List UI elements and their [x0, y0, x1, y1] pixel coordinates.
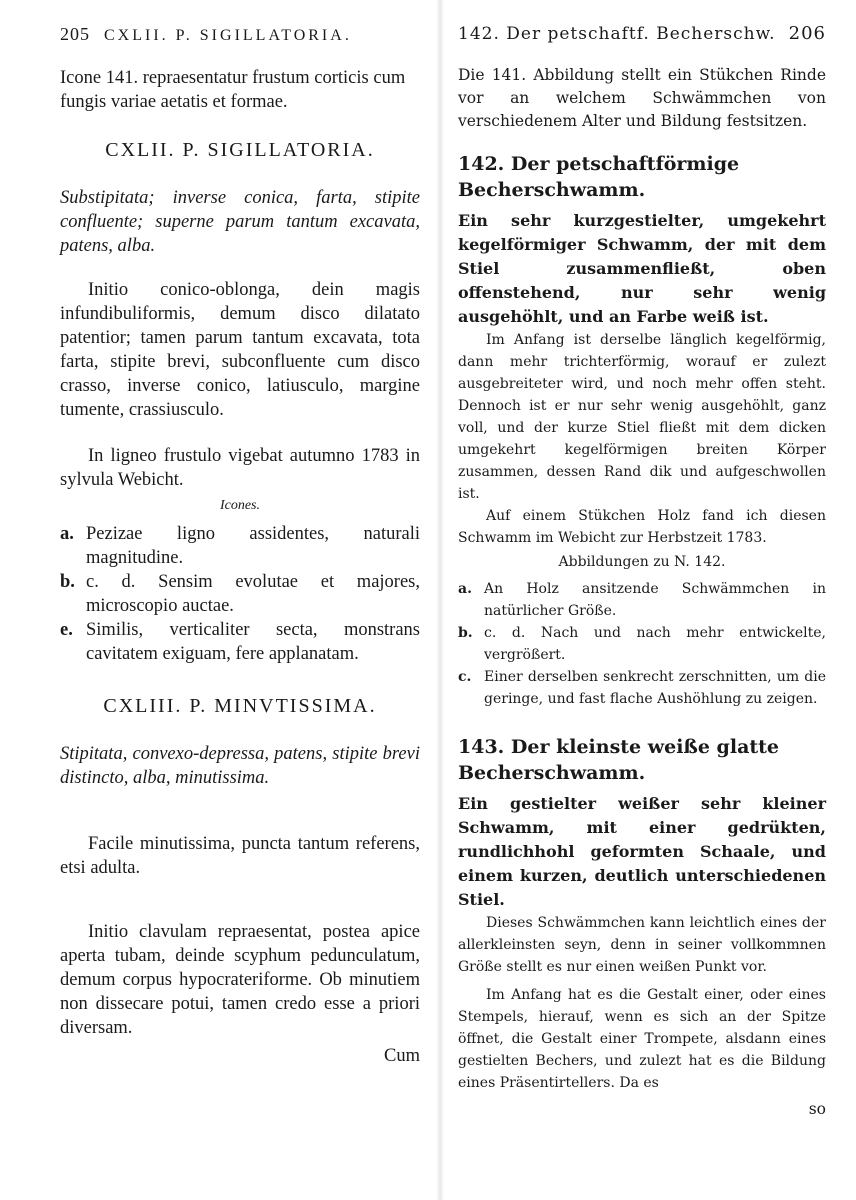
right-intro: Die 141. Abbildung stellt ein Stükchen Rinde vor an welchem Schwämmchen von verschiedenem Alter und Bildung festsitzen.: [458, 66, 826, 130]
right-section-142-icones-list: [458, 578, 826, 710]
right-page-number: 206: [788, 23, 826, 44]
left-running-title: CXLII. P. SIGILLATORIA.: [104, 27, 352, 44]
list-item: a. An Holz ansitzende Schwämmchen in natürlicher Größe.: [458, 581, 826, 619]
left-page-number: 205: [60, 24, 90, 44]
section-142-icones-heading: Icones.: [219, 498, 261, 513]
section-142-habitat: In ligneo frustulo vigebat autumno 1783 in sylvula Webicht.: [60, 446, 420, 490]
right-section-142-title: 142. Der petschaftförmige Becherschwamm.: [458, 153, 740, 201]
right-section-143-para2: Im Anfang hat es die Gestalt einer, oder eines Stempels, hierauf, wenn es sich an der Spitze öffnet, die Gestalt einer Trompete, alsdann eines gestielten Bechers, und zulezt hat es die Bildung eines Präsentirtellers. Da es: [458, 987, 826, 1091]
right-section-142-habitat: Auf einem Stükchen Holz fand ich diesen Schwamm im Webicht zur Herbstzeit 1783.: [458, 508, 826, 546]
section-142-description: Initio conico-oblonga, dein magis infundibuliformis, demum disco dilatato patentior; tamen parum tantum excavata, tota farta, stipite brevi, subconfluente cum disco crasso, inverse conico, latiusculo, margine tumente, crassiusculo.: [60, 280, 420, 420]
section-142-diagnosis: Substipitata; inverse conica, farta, stipite confluente; superne parum tantum excavata, patens, alba.: [60, 188, 420, 256]
list-item: e. Similis, verticaliter secta, monstrans cavitatem exiguam, fere applanatam.: [60, 620, 420, 664]
right-section-143-title: 143. Der kleinste weiße glatte Becherschwamm.: [458, 736, 780, 784]
left-catchword: Cum: [384, 1046, 420, 1066]
section-142-title: CXLII. P. SIGILLATORIA.: [105, 139, 375, 161]
left-intro: Icone 141. repraesentatur frustum corticis cum fungis variae aetatis et formae.: [60, 68, 406, 112]
right-section-143-diagnosis: Ein gestielter weißer sehr kleiner Schwamm, mit einer gedrükten, rundlichhohl geformten Schaale, und einem kurzen, deutlich unterschiedenen Stiel.: [458, 794, 826, 909]
section-143-para1: Facile minutissima, puncta tantum referens, etsi adulta.: [60, 834, 420, 878]
right-section-143-para1: Dieses Schwämmchen kann leichtlich eines der allerkleinsten seyn, denn in seiner vollkommnen Größe stellt es nur einen weißen Punkt vor.: [458, 915, 826, 975]
section-143-para2: Initio clavulam repraesentat, postea apice aperta tubam, deinde scyphum pedunculatum, demum corpus hypocrateriforme. Ob minutiem non dissecare potui, tamen credo esse a priori diversam.: [60, 922, 420, 1038]
section-143-diagnosis: Stipitata, convexo-depressa, patens, stipite brevi distincto, alba, minutissima.: [60, 744, 420, 788]
list-item: a. Pezizae ligno assidentes, naturali magnitudine.: [60, 524, 420, 568]
right-section-142-description: Im Anfang ist derselbe länglich kegelförmig, dann mehr trichterförmig, worauf er zulezt ausgebreiteter wird, und noch mehr offen steht. Dennoch ist er nur sehr wenig ausgehöhlt, ganz voll, und der kurze Stiel fließt mit dem dicken umgekehrt kegelförmigen breiten Körper zusammen, dessen Rand dik und aufgeschwollen ist.: [458, 332, 826, 502]
right-catchword: so: [808, 1100, 826, 1118]
section-142-icones-list: [60, 522, 420, 666]
right-section-142-icones-heading: Abbildungen zu N. 142.: [558, 554, 726, 570]
right-page: [440, 0, 856, 1200]
list-item: b. c. d. Nach und nach mehr entwickelte, vergrößert.: [458, 625, 826, 663]
list-item: c. Einer derselben senkrecht zerschnitten, um die geringe, und fast flache Aushöhlung zu zeigen.: [458, 669, 826, 707]
section-143-title: CXLIII. P. MINVTISSIMA.: [103, 695, 377, 717]
list-item: b. c. d. Sensim evolutae et majores, microscopio auctae.: [60, 572, 420, 616]
right-section-142-diagnosis: Ein sehr kurzgestielter, umgekehrt kegelförmiger Schwamm, der mit dem Stiel zusammenfließt, oben offenstehend, nur sehr wenig ausgehöhlt, und an Farbe weiß ist.: [458, 211, 826, 326]
right-running-head: [458, 22, 826, 46]
right-running-title: 142. Der petschaftf. Becherschw.: [458, 24, 776, 44]
left-running-head: [60, 22, 420, 48]
